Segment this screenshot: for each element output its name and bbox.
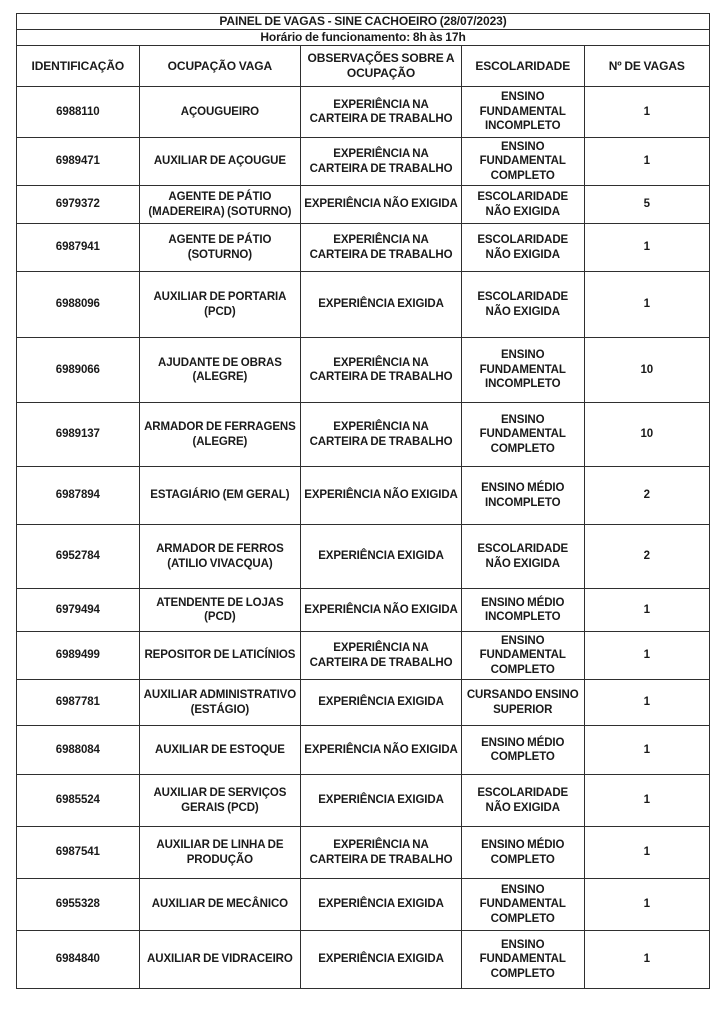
- table-row: [17, 224, 710, 272]
- cell-num-vagas: 1: [584, 138, 709, 186]
- col-header-num-vagas: Nº DE VAGAS: [584, 46, 709, 87]
- vacancy-table: [16, 13, 710, 989]
- cell-ocupacao-vaga: ESTAGIÁRIO (EM GERAL): [139, 467, 300, 525]
- cell-observacoes: EXPERIÊNCIA EXIGIDA: [301, 931, 462, 989]
- cell-num-vagas: 1: [584, 726, 709, 775]
- table-row: [17, 680, 710, 726]
- cell-identificacao: 6989066: [17, 338, 140, 403]
- cell-num-vagas: 1: [584, 680, 709, 726]
- table-row: [17, 138, 710, 186]
- cell-identificacao: 6987541: [17, 827, 140, 879]
- table-row: [17, 525, 710, 589]
- cell-identificacao: 6987941: [17, 224, 140, 272]
- cell-escolaridade: ENSINO FUNDAMENTAL COMPLETO: [461, 403, 584, 467]
- table-row: [17, 879, 710, 931]
- cell-ocupacao-vaga: ARMADOR DE FERRAGENS (ALEGRE): [139, 403, 300, 467]
- subtitle-row: [17, 30, 710, 46]
- cell-identificacao: 6984840: [17, 931, 140, 989]
- cell-num-vagas: 1: [584, 632, 709, 680]
- table-row: [17, 338, 710, 403]
- cell-escolaridade: ESCOLARIDADE NÃO EXIGIDA: [461, 525, 584, 589]
- cell-observacoes: EXPERIÊNCIA NA CARTEIRA DE TRABALHO: [301, 403, 462, 467]
- col-header-escolaridade: ESCOLARIDADE: [461, 46, 584, 87]
- table-row: [17, 272, 710, 338]
- cell-escolaridade: ENSINO FUNDAMENTAL COMPLETO: [461, 931, 584, 989]
- cell-identificacao: 6979494: [17, 589, 140, 632]
- col-header-identificacao: IDENTIFICAÇÃO: [17, 46, 140, 87]
- cell-escolaridade: ENSINO MÉDIO INCOMPLETO: [461, 589, 584, 632]
- cell-escolaridade: ESCOLARIDADE NÃO EXIGIDA: [461, 186, 584, 224]
- cell-observacoes: EXPERIÊNCIA EXIGIDA: [301, 525, 462, 589]
- col-header-ocupacao-vaga: OCUPAÇÃO VAGA: [139, 46, 300, 87]
- cell-num-vagas: 2: [584, 525, 709, 589]
- cell-ocupacao-vaga: AUXILIAR DE LINHA DE PRODUÇÃO: [139, 827, 300, 879]
- cell-observacoes: EXPERIÊNCIA EXIGIDA: [301, 775, 462, 827]
- cell-escolaridade: ENSINO MÉDIO INCOMPLETO: [461, 467, 584, 525]
- cell-num-vagas: 1: [584, 224, 709, 272]
- cell-escolaridade: ENSINO FUNDAMENTAL INCOMPLETO: [461, 338, 584, 403]
- cell-observacoes: EXPERIÊNCIA NA CARTEIRA DE TRABALHO: [301, 827, 462, 879]
- cell-num-vagas: 5: [584, 186, 709, 224]
- cell-ocupacao-vaga: AUXILIAR DE ESTOQUE: [139, 726, 300, 775]
- cell-ocupacao-vaga: AUXILIAR DE AÇOUGUE: [139, 138, 300, 186]
- cell-escolaridade: ENSINO MÉDIO COMPLETO: [461, 827, 584, 879]
- cell-observacoes: EXPERIÊNCIA NA CARTEIRA DE TRABALHO: [301, 224, 462, 272]
- cell-escolaridade: ENSINO FUNDAMENTAL COMPLETO: [461, 632, 584, 680]
- table-row: [17, 931, 710, 989]
- cell-identificacao: 6988110: [17, 87, 140, 138]
- cell-identificacao: 6989137: [17, 403, 140, 467]
- cell-identificacao: 6988096: [17, 272, 140, 338]
- cell-ocupacao-vaga: AUXILIAR DE PORTARIA (PCD): [139, 272, 300, 338]
- cell-num-vagas: 1: [584, 87, 709, 138]
- cell-escolaridade: CURSANDO ENSINO SUPERIOR: [461, 680, 584, 726]
- cell-num-vagas: 1: [584, 589, 709, 632]
- cell-escolaridade: ENSINO FUNDAMENTAL COMPLETO: [461, 138, 584, 186]
- cell-num-vagas: 10: [584, 403, 709, 467]
- table-row: [17, 726, 710, 775]
- cell-ocupacao-vaga: REPOSITOR DE LATICÍNIOS: [139, 632, 300, 680]
- col-header-observacoes: OBSERVAÇÕES SOBRE A OCUPAÇÃO: [301, 46, 462, 87]
- cell-ocupacao-vaga: AUXILIAR DE SERVIÇOS GERAIS (PCD): [139, 775, 300, 827]
- cell-observacoes: EXPERIÊNCIA NA CARTEIRA DE TRABALHO: [301, 338, 462, 403]
- cell-observacoes: EXPERIÊNCIA NÃO EXIGIDA: [301, 589, 462, 632]
- cell-ocupacao-vaga: AUXILIAR DE MECÂNICO: [139, 879, 300, 931]
- cell-identificacao: 6989499: [17, 632, 140, 680]
- cell-ocupacao-vaga: ARMADOR DE FERROS (ATILIO VIVACQUA): [139, 525, 300, 589]
- table-body: [17, 87, 710, 989]
- cell-ocupacao-vaga: AGENTE DE PÁTIO (SOTURNO): [139, 224, 300, 272]
- cell-num-vagas: 1: [584, 775, 709, 827]
- cell-ocupacao-vaga: AJUDANTE DE OBRAS (ALEGRE): [139, 338, 300, 403]
- table-row: [17, 403, 710, 467]
- cell-num-vagas: 1: [584, 931, 709, 989]
- table-row: [17, 186, 710, 224]
- cell-observacoes: EXPERIÊNCIA EXIGIDA: [301, 272, 462, 338]
- cell-identificacao: 6989471: [17, 138, 140, 186]
- cell-escolaridade: ENSINO FUNDAMENTAL INCOMPLETO: [461, 87, 584, 138]
- cell-identificacao: 6979372: [17, 186, 140, 224]
- cell-observacoes: EXPERIÊNCIA NA CARTEIRA DE TRABALHO: [301, 632, 462, 680]
- opening-hours-subtitle: Horário de funcionamento: 8h às 17h: [17, 30, 710, 46]
- page-title: PAINEL DE VAGAS - SINE CACHOEIRO (28/07/2023): [17, 14, 710, 30]
- table-row: [17, 632, 710, 680]
- table-row: [17, 467, 710, 525]
- cell-observacoes: EXPERIÊNCIA NA CARTEIRA DE TRABALHO: [301, 87, 462, 138]
- cell-num-vagas: 1: [584, 272, 709, 338]
- cell-observacoes: EXPERIÊNCIA EXIGIDA: [301, 680, 462, 726]
- cell-observacoes: EXPERIÊNCIA NÃO EXIGIDA: [301, 467, 462, 525]
- cell-escolaridade: ESCOLARIDADE NÃO EXIGIDA: [461, 775, 584, 827]
- cell-escolaridade: ENSINO MÉDIO COMPLETO: [461, 726, 584, 775]
- cell-identificacao: 6987894: [17, 467, 140, 525]
- column-header-row: [17, 46, 710, 87]
- cell-num-vagas: 1: [584, 879, 709, 931]
- cell-observacoes: EXPERIÊNCIA NÃO EXIGIDA: [301, 186, 462, 224]
- cell-num-vagas: 2: [584, 467, 709, 525]
- title-row: [17, 14, 710, 30]
- table-row: [17, 775, 710, 827]
- table-row: [17, 87, 710, 138]
- cell-num-vagas: 10: [584, 338, 709, 403]
- cell-ocupacao-vaga: ATENDENTE DE LOJAS (PCD): [139, 589, 300, 632]
- cell-escolaridade: ENSINO FUNDAMENTAL COMPLETO: [461, 879, 584, 931]
- cell-identificacao: 6985524: [17, 775, 140, 827]
- cell-observacoes: EXPERIÊNCIA EXIGIDA: [301, 879, 462, 931]
- table-row: [17, 827, 710, 879]
- cell-escolaridade: ESCOLARIDADE NÃO EXIGIDA: [461, 272, 584, 338]
- cell-ocupacao-vaga: AUXILIAR DE VIDRACEIRO: [139, 931, 300, 989]
- cell-observacoes: EXPERIÊNCIA NÃO EXIGIDA: [301, 726, 462, 775]
- cell-ocupacao-vaga: AÇOUGUEIRO: [139, 87, 300, 138]
- cell-escolaridade: ESCOLARIDADE NÃO EXIGIDA: [461, 224, 584, 272]
- cell-identificacao: 6987781: [17, 680, 140, 726]
- cell-ocupacao-vaga: AUXILIAR ADMINISTRATIVO (ESTÁGIO): [139, 680, 300, 726]
- table-row: [17, 589, 710, 632]
- cell-ocupacao-vaga: AGENTE DE PÁTIO (MADEREIRA) (SOTURNO): [139, 186, 300, 224]
- cell-identificacao: 6952784: [17, 525, 140, 589]
- cell-identificacao: 6988084: [17, 726, 140, 775]
- cell-identificacao: 6955328: [17, 879, 140, 931]
- cell-observacoes: EXPERIÊNCIA NA CARTEIRA DE TRABALHO: [301, 138, 462, 186]
- cell-num-vagas: 1: [584, 827, 709, 879]
